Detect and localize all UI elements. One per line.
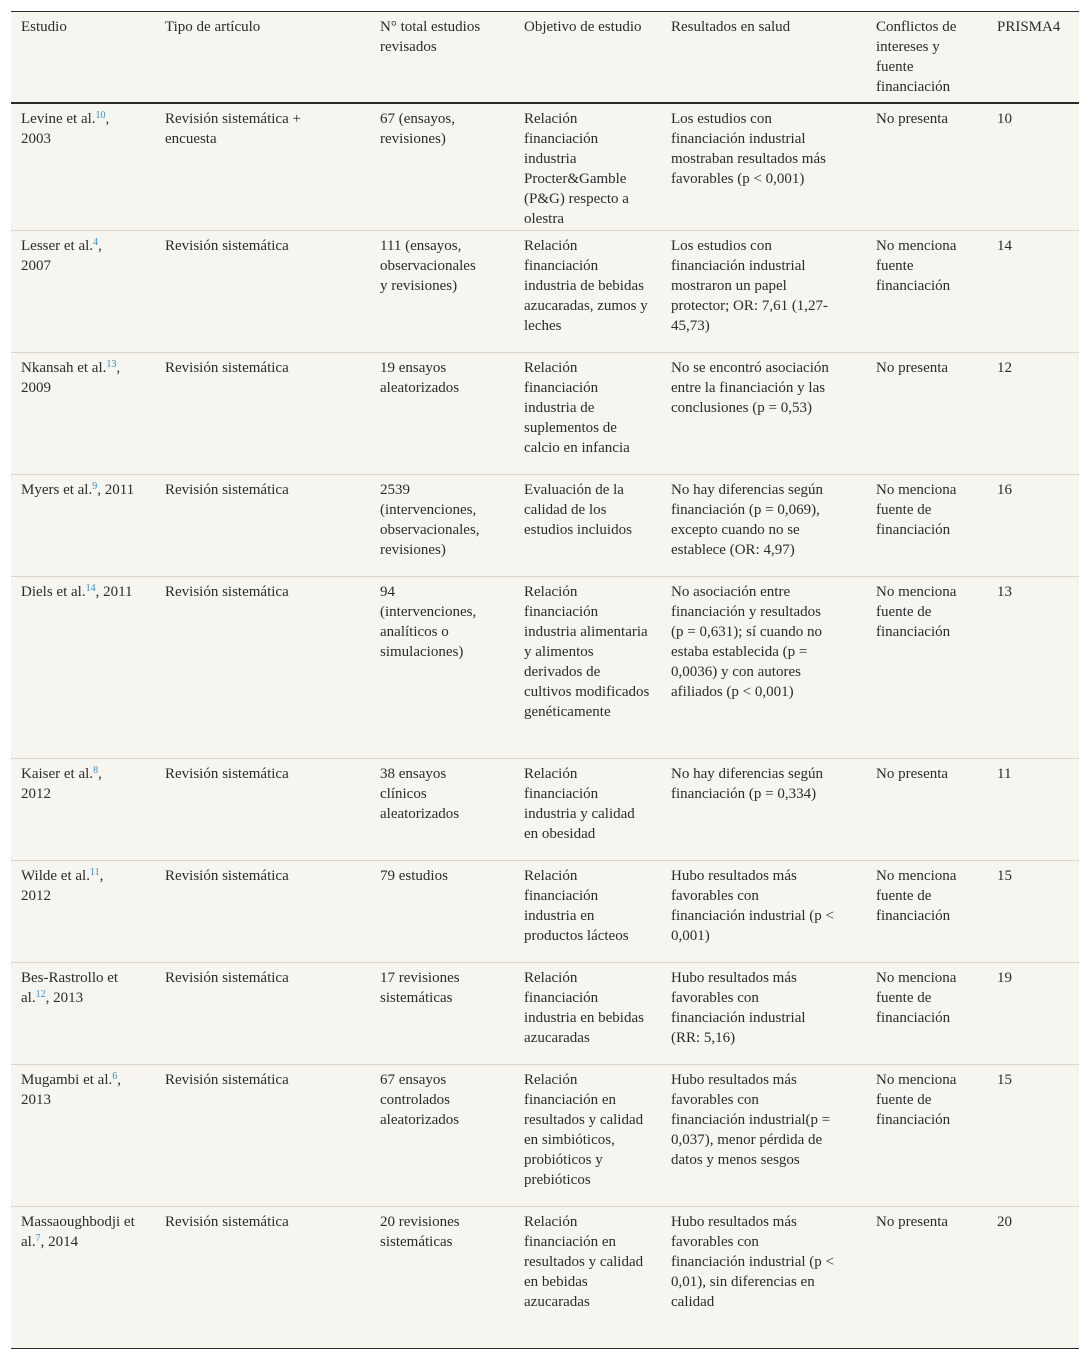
cell-tipo: Revisión sistemática	[165, 238, 289, 254]
study-author: Myers et al.	[21, 482, 93, 498]
table-row	[11, 759, 1079, 861]
cell-estudio	[11, 861, 155, 963]
cell-resultados: Los estudios con financiación industrial mostraron un papel protector; OR: 7,61 (1,27-45,73)	[671, 238, 829, 334]
reference-link[interactable]: 12	[35, 989, 46, 1000]
cell-tipo: Revisión sistemática	[165, 360, 289, 376]
table-row	[11, 103, 1079, 231]
cell-resultados: Los estudios con financiación industrial mostraban resultados más favorables (p < 0,001)	[671, 111, 826, 187]
cell-resultados: No asociación entre financiación y resultados (p = 0,631); sí cuando no estaba establecida (p = 0,0036) y con autores afiliados (p < 0,001)	[671, 584, 822, 700]
study-author: Diels et al.	[21, 584, 86, 600]
cell-objetivo: Relación financiación industria y calidad en obesidad	[524, 766, 635, 842]
reference-link[interactable]: 9	[92, 481, 98, 492]
cell-estudio	[11, 577, 155, 759]
study-author: Lesser et al.	[21, 238, 94, 254]
cell-estudio	[11, 231, 155, 353]
cell-objetivo: Relación financiación industria en bebidas azucaradas	[524, 970, 644, 1046]
header-tipo: Tipo de artículo	[165, 19, 261, 35]
cell-total: 79 estudios	[380, 868, 448, 884]
reference-link[interactable]: 6	[112, 1071, 118, 1082]
cell-estudio	[11, 1207, 155, 1349]
cell-prisma: 10	[997, 111, 1012, 127]
reference-link[interactable]: 11	[89, 867, 100, 878]
cell-total: 38 ensayos clínicos aleatorizados	[380, 766, 460, 822]
cell-resultados: No hay diferencias según financiación (p = 0,069), excepto cuando no se establece (OR: 4,97)	[671, 482, 824, 558]
cell-conflictos: No presenta	[876, 1214, 949, 1230]
study-year: , 2013	[45, 990, 84, 1006]
cell-resultados: Hubo resultados más favorables con financiación industrial (RR: 5,16)	[671, 970, 806, 1046]
cell-resultados: Hubo resultados más favorables con financiación industrial (p < 0,01), sin diferencias en calidad	[671, 1214, 834, 1310]
study-year: , 2013	[21, 1072, 121, 1108]
cell-estudio	[11, 1065, 155, 1207]
cell-objetivo: Relación financiación industria Procter&Gamble (P&G) respecto a olestra	[524, 111, 629, 227]
cell-objetivo: Relación financiación industria en productos lácteos	[524, 868, 629, 944]
cell-tipo: Revisión sistemática	[165, 1072, 289, 1088]
cell-resultados: Hubo resultados más favorables con financiación industrial (p < 0,001)	[671, 868, 834, 944]
cell-objetivo: Relación financiación industria de bebidas azucaradas, zumos y leches	[524, 238, 648, 334]
study-year: , 2009	[21, 360, 121, 396]
study-year: , 2011	[95, 584, 133, 600]
cell-resultados: No se encontró asociación entre la financiación y las conclusiones (p = 0,53)	[671, 360, 829, 416]
cell-estudio	[11, 475, 155, 577]
study-year: , 2011	[97, 482, 135, 498]
cell-conflictos: No menciona fuente de financiación	[876, 1072, 957, 1128]
study-author: Nkansah et al.	[21, 360, 107, 376]
cell-tipo: Revisión sistemática + encuesta	[165, 111, 301, 147]
table-row	[11, 475, 1079, 577]
cell-conflictos: No menciona fuente de financiación	[876, 482, 957, 538]
cell-total: 67 ensayos controlados aleatorizados	[380, 1072, 460, 1128]
table-row	[11, 577, 1079, 759]
cell-estudio	[11, 759, 155, 861]
reference-link[interactable]: 10	[95, 110, 106, 121]
cell-prisma: 15	[997, 868, 1012, 884]
cell-prisma: 16	[997, 482, 1012, 498]
study-year: , 2003	[21, 111, 110, 147]
cell-objetivo: Relación financiación industria de suplementos de calcio en infancia	[524, 360, 630, 456]
study-year: , 2012	[21, 868, 104, 904]
cell-total: 111 (ensayos, observacionales y revisiones)	[380, 238, 476, 294]
study-year: , 2007	[21, 238, 102, 274]
study-author: Massaoughbodji et al.	[21, 1214, 135, 1250]
study-author: Wilde et al.	[21, 868, 90, 884]
table-row	[11, 1207, 1079, 1349]
study-year: , 2012	[21, 766, 102, 802]
cell-prisma: 14	[997, 238, 1012, 254]
cell-prisma: 12	[997, 360, 1012, 376]
cell-tipo: Revisión sistemática	[165, 970, 289, 986]
cell-estudio	[11, 963, 155, 1065]
cell-total: 94 (intervenciones, analíticos o simulaciones)	[380, 584, 477, 660]
header-estudio: Estudio	[21, 19, 67, 35]
cell-conflictos: No menciona fuente de financiación	[876, 584, 957, 640]
reference-link[interactable]: 14	[85, 583, 96, 594]
cell-objetivo: Relación financiación industria alimentaria y alimentos derivados de cultivos modificados genéticamente	[524, 584, 650, 720]
header-prisma: PRISMA4	[997, 19, 1061, 35]
header-total: N° total estudios revisados	[380, 19, 481, 55]
cell-estudio	[11, 103, 155, 231]
cell-total: 2539 (intervenciones, observacionales, revisiones)	[380, 482, 480, 558]
cell-prisma: 20	[997, 1214, 1012, 1230]
header-row	[11, 12, 1079, 104]
table-header	[11, 12, 1079, 104]
cell-objetivo: Relación financiación en resultados y calidad en simbióticos, probióticos y prebióticos	[524, 1072, 644, 1188]
table-row	[11, 1065, 1079, 1207]
cell-prisma: 19	[997, 970, 1012, 986]
cell-tipo: Revisión sistemática	[165, 766, 289, 782]
studies-table-container	[11, 11, 1079, 1349]
cell-tipo: Revisión sistemática	[165, 482, 289, 498]
study-author: Bes-Rastrollo et al.	[21, 970, 119, 1006]
cell-total: 19 ensayos aleatorizados	[380, 360, 460, 396]
cell-objetivo: Relación financiación en resultados y calidad en bebidas azucaradas	[524, 1214, 644, 1310]
cell-objetivo: Evaluación de la calidad de los estudios incluidos	[524, 482, 632, 538]
cell-conflictos: No menciona fuente de financiación	[876, 868, 957, 924]
cell-tipo: Revisión sistemática	[165, 1214, 289, 1230]
cell-tipo: Revisión sistemática	[165, 868, 289, 884]
header-conflictos: Conflictos de intereses y fuente financiación	[876, 19, 957, 95]
cell-prisma: 15	[997, 1072, 1012, 1088]
table-body	[11, 103, 1079, 1349]
study-author: Levine et al.	[21, 111, 96, 127]
cell-conflictos: No menciona fuente de financiación	[876, 970, 957, 1026]
cell-total: 17 revisiones sistemáticas	[380, 970, 460, 1006]
table-row	[11, 861, 1079, 963]
study-author: Mugambi et al.	[21, 1072, 113, 1088]
cell-resultados: No hay diferencias según financiación (p = 0,334)	[671, 766, 824, 802]
table-row	[11, 353, 1079, 475]
cell-total: 67 (ensayos, revisiones)	[380, 111, 455, 147]
reference-link[interactable]: 8	[93, 765, 99, 776]
cell-prisma: 13	[997, 584, 1012, 600]
study-author: Kaiser et al.	[21, 766, 94, 782]
cell-prisma: 11	[997, 766, 1012, 782]
cell-estudio	[11, 353, 155, 475]
table-row	[11, 963, 1079, 1065]
cell-conflictos: No menciona fuente financiación	[876, 238, 957, 294]
cell-conflictos: No presenta	[876, 360, 949, 376]
header-objetivo: Objetivo de estudio	[524, 19, 642, 35]
study-year: , 2014	[40, 1234, 79, 1250]
cell-tipo: Revisión sistemática	[165, 584, 289, 600]
table-row	[11, 231, 1079, 353]
studies-table	[11, 11, 1079, 1349]
cell-resultados: Hubo resultados más favorables con financiación industrial(p = 0,037), menor pérdida de datos y menos sesgos	[671, 1072, 831, 1168]
cell-conflictos: No presenta	[876, 111, 949, 127]
reference-link[interactable]: 7	[35, 1233, 41, 1244]
cell-conflictos: No presenta	[876, 766, 949, 782]
header-resultados: Resultados en salud	[671, 19, 791, 35]
reference-link[interactable]: 13	[106, 359, 117, 370]
reference-link[interactable]: 4	[93, 237, 99, 248]
cell-total: 20 revisiones sistemáticas	[380, 1214, 460, 1250]
